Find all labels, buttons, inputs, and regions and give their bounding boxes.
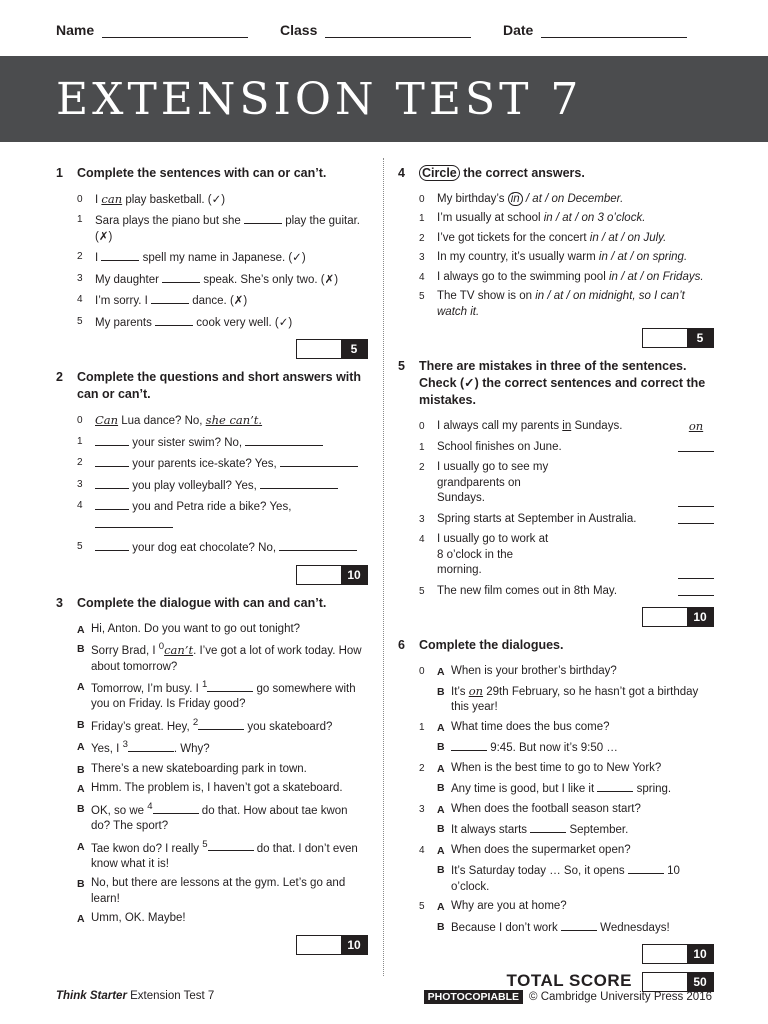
score-box <box>642 972 714 992</box>
item-text: dance. (✗) <box>192 295 248 308</box>
item-number: 0 <box>419 666 425 678</box>
speaker-label: B <box>437 823 445 836</box>
item-number: 0 <box>419 193 425 205</box>
score-box <box>296 565 368 585</box>
page-title: EXTENSION TEST 7 <box>56 74 583 125</box>
answer-blank[interactable] <box>280 455 358 467</box>
speaker-label: B <box>77 802 85 815</box>
speaker-label: B <box>437 864 445 877</box>
item-number: 1 <box>77 435 83 447</box>
item-number: 2 <box>77 251 83 263</box>
section-title: Complete the sentences with can or can’t. <box>77 166 327 180</box>
speaker-label: A <box>77 840 85 853</box>
item-number: 3 <box>77 272 83 284</box>
list-item <box>77 192 368 209</box>
speaker-label: B <box>77 763 85 776</box>
dialogue-pair <box>437 780 714 798</box>
list-item <box>77 271 368 289</box>
item-options[interactable]: in / at / on Fridays. <box>608 270 704 283</box>
score-max: 5 <box>687 329 713 347</box>
name-label: Name <box>56 22 95 38</box>
gap-number: 4 <box>147 800 153 812</box>
dialogue-text: 10 o’clock. <box>451 865 680 893</box>
item-number: 1 <box>77 214 83 226</box>
correction-blank[interactable] <box>678 440 714 452</box>
item-number: 3 <box>419 513 425 525</box>
dialogue-text: go somewhere with you on Friday. Is Friday good? <box>91 682 356 711</box>
answer-blank[interactable] <box>245 434 323 446</box>
item-text: School finishes on June. <box>437 440 562 453</box>
dialogue-text: When does the supermarket open? <box>451 843 631 856</box>
section-title: There are mistakes in three of the sentences. Check (✓) the correct sentences and correct the mistakes. <box>419 359 706 408</box>
item-text: play basketball. (✓) <box>125 193 226 206</box>
answer-blank[interactable] <box>208 839 254 851</box>
section-6 <box>398 637 714 993</box>
score-max: 10 <box>341 566 367 584</box>
answer-blank[interactable] <box>207 680 253 692</box>
copyright-text: © Cambridge University Press 2016 <box>529 991 712 1003</box>
list-item <box>419 512 714 528</box>
item-text: My daughter <box>95 273 159 286</box>
section-score <box>398 607 714 627</box>
item-text: play the guitar. (✗) <box>95 215 360 243</box>
section-title: Complete the dialogues. <box>419 638 564 653</box>
speaker-label: B <box>437 920 445 933</box>
dialogue-text: Hi, Anton. Do you want to go out tonight? <box>91 622 301 635</box>
list-item <box>419 270 714 286</box>
score-box <box>642 944 714 964</box>
item-text: I’m sorry. I <box>95 295 148 308</box>
example-answer: can <box>101 191 123 206</box>
answer-blank[interactable] <box>101 249 139 261</box>
item-text: I <box>95 252 99 265</box>
dialogue-text: . I’ve got a lot of work today. How about tomorrow? <box>91 645 362 673</box>
section-3-header <box>56 595 368 612</box>
dialogue-pair <box>419 802 714 818</box>
list-item <box>419 211 714 227</box>
item-text: In my country, it’s usually warm <box>437 251 596 264</box>
score-box <box>296 339 368 359</box>
item-number: 3 <box>419 252 425 264</box>
section-5 <box>398 358 714 627</box>
section-1-header <box>56 165 368 182</box>
score-input[interactable] <box>297 566 341 584</box>
answer-blank[interactable] <box>95 539 129 551</box>
date-input-line[interactable] <box>541 23 687 38</box>
item-number: 2 <box>419 462 425 474</box>
answer-blank[interactable] <box>151 292 189 304</box>
list-item <box>77 314 368 332</box>
item-options[interactable]: in / at / on 3 o’clock. <box>543 212 646 225</box>
item-text: Sundays. <box>574 420 623 433</box>
answer-blank[interactable] <box>153 802 199 814</box>
section-number: 4 <box>398 166 405 180</box>
item-options[interactable]: in / at / on midnight, so I can’t watch it. <box>437 290 685 318</box>
gap-number: 1 <box>202 679 208 691</box>
score-box <box>642 328 714 348</box>
item-text: I always go to the swimming pool <box>437 270 606 283</box>
dialogue-text: do that. How about tae kwon do? The sport? <box>91 804 348 833</box>
answer-blank[interactable] <box>95 516 173 528</box>
dialogue-text: It always starts <box>451 824 528 837</box>
list-item <box>419 192 714 208</box>
item-number: 4 <box>419 271 425 283</box>
speaker-label: A <box>437 844 445 857</box>
correction-blank[interactable] <box>678 495 714 507</box>
example-answer: can’t <box>164 643 194 658</box>
class-label: Class <box>280 22 318 38</box>
item-number: 4 <box>77 500 83 512</box>
item-number: 5 <box>419 585 425 597</box>
dialogue-line <box>77 762 368 778</box>
speaker-label: A <box>437 762 445 775</box>
total-score-label: TOTAL SCORE <box>506 971 632 991</box>
correction-blank[interactable] <box>678 584 714 596</box>
section-3 <box>56 595 368 955</box>
item-number: 3 <box>419 803 425 815</box>
answer-blank[interactable] <box>198 718 244 730</box>
total-score-max: 50 <box>687 973 713 991</box>
dialogue-text: Hmm. The problem is, I haven’t got a skateboard. <box>91 782 343 795</box>
title-banner <box>0 56 768 142</box>
dialogue-pair <box>437 821 714 839</box>
answer-blank[interactable] <box>95 477 129 489</box>
score-max: 10 <box>687 945 713 963</box>
item-text: I’m usually at school <box>437 212 541 225</box>
speaker-label: A <box>437 666 445 679</box>
item-text: your sister swim? No, <box>132 436 243 449</box>
correction-blank[interactable] <box>678 567 714 579</box>
item-number: 1 <box>419 721 425 733</box>
answer-blank[interactable] <box>244 212 282 224</box>
item-number: 1 <box>419 213 425 225</box>
speaker-label: A <box>77 913 85 926</box>
gap-number: 2 <box>192 716 199 728</box>
item-text: Lua dance? No, <box>121 415 203 428</box>
item-number: 5 <box>77 315 83 327</box>
speaker-label: A <box>77 623 85 636</box>
dialogue-text: OK, so we <box>91 804 145 817</box>
dialogue-text: Umm, OK. Maybe! <box>91 912 186 925</box>
photocopiable-badge: PHOTOCOPIABLE <box>424 990 523 1004</box>
score-input[interactable] <box>297 340 341 358</box>
speaker-label: A <box>77 681 85 694</box>
dialogue-text: 9:45. But now it’s 9:50 … <box>490 742 618 755</box>
answer-blank[interactable] <box>155 314 193 326</box>
list-item <box>419 440 714 456</box>
section-6-header <box>398 637 714 654</box>
dialogue-text: No, but there are lessons at the gym. Let’s go and learn! <box>91 877 346 905</box>
dialogue-line <box>77 781 368 797</box>
answer-blank[interactable] <box>128 740 174 752</box>
date-field <box>503 22 687 38</box>
example-answer: Can <box>95 413 119 428</box>
item-options[interactable]: in / at / on spring. <box>598 251 688 264</box>
dialogue-pair <box>419 664 714 680</box>
dialogue-text: There’s a new skateboarding park in town. <box>91 762 307 775</box>
section-5-header <box>398 358 714 409</box>
student-info-fields <box>0 22 768 46</box>
item-text: Spring starts at September in Australia. <box>437 512 637 525</box>
list-item <box>77 249 368 267</box>
dialogue-pair <box>437 739 714 757</box>
speaker-label: B <box>77 643 85 656</box>
item-number: 5 <box>419 901 425 913</box>
dialogue-line <box>77 911 368 927</box>
section-number: 2 <box>56 370 63 385</box>
list-item <box>77 498 368 533</box>
item-options: / at / on December. <box>525 192 624 205</box>
list-item <box>77 539 368 557</box>
speaker-label: A <box>437 721 445 734</box>
section-number: 5 <box>398 359 405 374</box>
score-input[interactable] <box>297 936 341 954</box>
dialogue-pair <box>419 720 714 736</box>
gap-number: 3 <box>122 739 128 751</box>
left-column <box>56 165 368 965</box>
section-score <box>398 944 714 964</box>
dialogue-line <box>77 839 368 873</box>
answer-blank[interactable] <box>628 862 664 874</box>
section-title: the correct answers. <box>463 166 585 180</box>
total-score-input[interactable] <box>643 973 687 991</box>
underlined-mistake: in <box>562 420 572 433</box>
item-number: 5 <box>77 541 83 553</box>
list-item <box>77 455 368 473</box>
speaker-label: B <box>77 878 85 891</box>
example-answer: she can’t. <box>205 413 263 428</box>
dialogue-pair <box>437 919 714 937</box>
dialogue-text: It’s Saturday today … So, it opens <box>451 865 625 878</box>
gap-number: 5 <box>202 838 208 850</box>
item-text: I usually go to work at 8 o’clock in the morning. <box>437 533 549 577</box>
date-label: Date <box>503 22 534 38</box>
list-item <box>419 532 714 579</box>
dialogue-text: Friday’s great. Hey, <box>91 720 190 733</box>
score-box <box>642 607 714 627</box>
dialogue-text: Sorry Brad, I <box>91 645 156 658</box>
item-number: 0 <box>419 421 425 433</box>
speaker-label: B <box>437 782 445 795</box>
answer-blank[interactable] <box>162 271 200 283</box>
footer-copyright <box>424 990 712 1004</box>
circle-word: Circle <box>419 165 460 181</box>
dialogue-text: What time does the bus come? <box>451 720 610 733</box>
section-score <box>56 339 368 359</box>
dialogue-line <box>77 876 368 907</box>
footer-book <box>56 990 214 1002</box>
score-max: 10 <box>687 608 713 626</box>
item-number: 0 <box>77 415 83 427</box>
dialogue-text: When is the best time to go to New York? <box>451 761 662 774</box>
dialogue-text: spring. <box>636 783 672 796</box>
section-score <box>56 565 368 585</box>
speaker-label: B <box>437 685 445 698</box>
item-text: your dog eat chocolate? No, <box>132 542 277 555</box>
dialogue-line <box>77 641 368 675</box>
section-title: Complete the questions and short answers with can or can’t. <box>77 370 362 402</box>
item-text: cook very well. (✓) <box>196 316 293 329</box>
dialogue-text: do that. I don’t even know what it is! <box>91 842 358 870</box>
answer-blank[interactable] <box>597 780 633 792</box>
item-number: 4 <box>77 294 83 306</box>
item-text: Sara plays the piano but she <box>95 215 241 228</box>
list-item <box>77 477 368 495</box>
score-input[interactable] <box>643 945 687 963</box>
answer-blank[interactable] <box>451 739 487 751</box>
section-number: 3 <box>56 595 63 610</box>
speaker-label: B <box>437 741 445 754</box>
item-text: spell my name in Japanese. (✓) <box>142 252 306 265</box>
item-text: The new film comes out in 8th May. <box>437 584 618 597</box>
answer-blank[interactable] <box>95 434 129 446</box>
example-answer: on <box>468 683 484 698</box>
section-2 <box>56 369 368 584</box>
item-number: 3 <box>77 478 83 490</box>
dialogue-line <box>77 801 368 835</box>
score-max: 5 <box>341 340 367 358</box>
score-input[interactable] <box>643 608 687 626</box>
list-item <box>419 231 714 247</box>
item-text: I’ve got tickets for the concert <box>437 231 587 244</box>
answer-blank[interactable] <box>95 498 129 510</box>
speaker-label: B <box>77 718 85 731</box>
name-input-line[interactable] <box>102 23 248 38</box>
item-text: I usually go to see my grandparents on Sundays. <box>437 461 549 505</box>
answer-blank[interactable] <box>95 455 129 467</box>
answer-blank[interactable] <box>530 821 566 833</box>
item-number: 4 <box>419 534 425 546</box>
dialogue-line <box>77 679 368 713</box>
section-score <box>56 935 368 955</box>
item-number: 5 <box>419 291 425 303</box>
speaker-label: A <box>437 803 445 816</box>
item-text: you and Petra ride a bike? Yes, <box>132 501 292 514</box>
example-answer: on <box>688 419 704 434</box>
list-item <box>419 289 714 320</box>
dialogue-pair <box>419 843 714 859</box>
right-column <box>398 165 714 993</box>
dialogue-line <box>77 739 368 757</box>
list-item <box>77 413 368 430</box>
test-name: Extension Test 7 <box>130 990 215 1002</box>
dialogue-text: . Why? <box>173 743 210 756</box>
circled-answer: in <box>508 192 523 206</box>
section-4-header <box>398 165 714 182</box>
score-input[interactable] <box>643 329 687 347</box>
section-title: Complete the dialogue with can and can’t. <box>77 595 327 610</box>
list-item <box>77 292 368 310</box>
dialogue-text: Tae kwon do? I really <box>91 842 200 855</box>
book-title: Think Starter <box>56 990 127 1002</box>
speaker-label: A <box>437 901 445 914</box>
correction-blank[interactable] <box>678 512 714 524</box>
dialogue-text: Wednesdays! <box>600 921 670 934</box>
class-input-line[interactable] <box>325 23 471 38</box>
item-options[interactable]: in / at / on July. <box>589 231 667 244</box>
item-number: 0 <box>77 193 83 205</box>
dialogue-pair <box>437 862 714 895</box>
dialogue-text: Any time is good, but I like it <box>451 783 595 796</box>
dialogue-text: September. <box>569 824 629 837</box>
item-text: your parents ice-skate? Yes, <box>132 458 277 471</box>
item-number: 1 <box>419 441 425 453</box>
dialogue-text: Because I don’t work <box>451 921 558 934</box>
dialogue-text: When does the football season start? <box>451 802 641 815</box>
item-number: 4 <box>419 844 425 856</box>
dialogue-text: It’s <box>451 685 466 698</box>
section-number: 1 <box>56 166 63 180</box>
item-number: 2 <box>77 457 83 469</box>
section-score <box>398 328 714 348</box>
score-box <box>296 935 368 955</box>
item-text: you play volleyball? Yes, <box>132 479 257 492</box>
dialogue-text: Why are you at home? <box>451 900 567 913</box>
dialogue-pair <box>419 761 714 777</box>
item-text: I <box>95 193 99 206</box>
dialogue-text: you skateboard? <box>247 720 333 733</box>
dialogue-text: Tomorrow, I’m busy. I <box>91 682 199 695</box>
section-1 <box>56 165 368 359</box>
answer-blank[interactable] <box>561 919 597 931</box>
item-number: 2 <box>419 762 425 774</box>
dialogue-pair <box>437 684 714 716</box>
item-text: The TV show is on <box>437 290 533 303</box>
answer-blank[interactable] <box>279 539 357 551</box>
score-max: 10 <box>341 936 367 954</box>
name-field <box>56 22 248 38</box>
item-text: I always call my parents <box>437 420 560 433</box>
item-number: 2 <box>419 232 425 244</box>
dialogue-text: Yes, I <box>91 743 120 756</box>
dialogue-pair <box>419 899 714 915</box>
item-text: speak. She’s only two. (✗) <box>203 273 339 286</box>
speaker-label: A <box>77 783 85 796</box>
section-4 <box>398 165 714 348</box>
column-divider <box>383 158 384 976</box>
gap-number: 0 <box>158 641 165 653</box>
list-item <box>419 419 714 435</box>
item-text: My parents <box>95 316 152 329</box>
section-2-header <box>56 369 368 403</box>
list-item <box>419 584 714 600</box>
item-text: My birthday’s <box>437 192 505 205</box>
list-item <box>419 250 714 266</box>
class-field <box>280 22 471 38</box>
answer-blank[interactable] <box>260 477 338 489</box>
speaker-label: A <box>77 741 85 754</box>
list-item <box>419 460 714 507</box>
dialogue-text: When is your brother’s birthday? <box>451 665 617 678</box>
dialogue-text: 29th February, so he hasn’t got a birthday this year! <box>451 685 699 714</box>
dialogue-line <box>77 717 368 735</box>
list-item <box>77 434 368 452</box>
list-item <box>77 212 368 245</box>
dialogue-line <box>77 622 368 638</box>
section-number: 6 <box>398 638 405 653</box>
